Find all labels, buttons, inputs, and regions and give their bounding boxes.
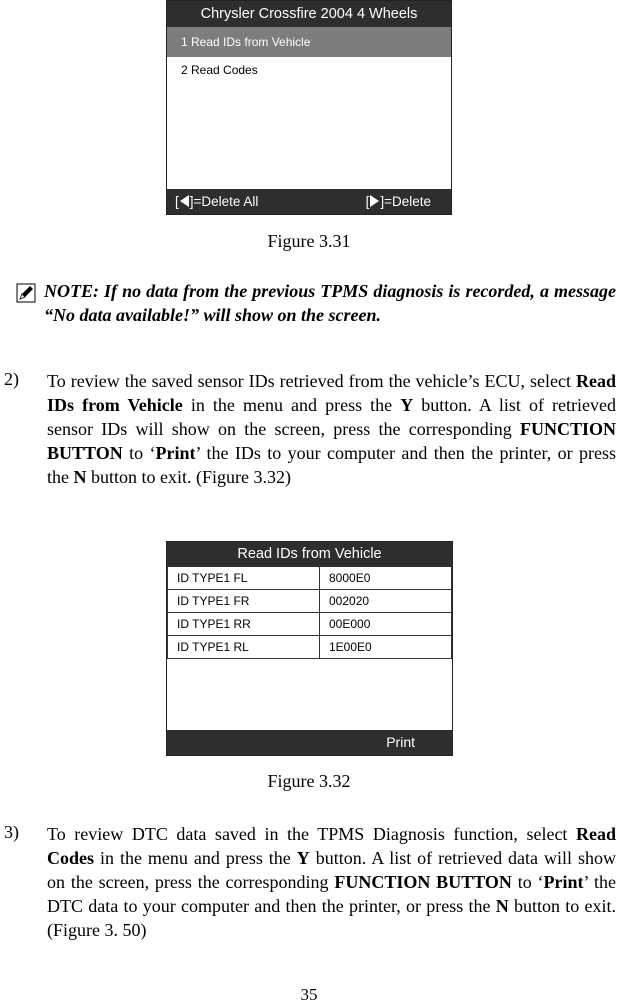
table-row xyxy=(168,590,452,613)
page-number: 35 xyxy=(300,985,318,1004)
id-label: ID TYPE1 RL xyxy=(168,636,320,659)
menu-item-read-ids[interactable]: 1 Read IDs from Vehicle xyxy=(167,27,451,57)
delete-hint[interactable]: [ ]=Delete xyxy=(365,194,431,209)
figure-3-31-screen xyxy=(166,0,452,215)
step-3-number: 3) xyxy=(4,822,19,842)
step-3-paragraph: To review DTC data saved in the TPMS Diagnosis function, select Read Codes in the menu and press the Y button. A list of retrieved data will show on the screen, press the corresponding FUNCTION BUTTON to ‘Print’ the DTC data to your computer and then the printer, or press the N button to exit. (Figure 3. 50) xyxy=(47,824,617,940)
id-label: ID TYPE1 FL xyxy=(168,567,320,590)
arrow-right-icon xyxy=(370,195,379,207)
delete-all-hint[interactable]: [ ]=Delete All xyxy=(175,194,259,209)
figure-caption-3-32: Figure 3.32 xyxy=(267,771,351,791)
note-pencil-icon xyxy=(16,283,36,303)
step-2-paragraph: To review the saved sensor IDs retrieved from the vehicle’s ECU, select Read IDs from Vehicle in the menu and press the Y button. A list of retrieved sensor IDs will show on the screen, press the corresponding FUNCTION BUTTON to ‘Print’ the IDs to your computer and then the printer, or press the N button to exit. (Figure 3.32) xyxy=(47,371,616,487)
step-2-number: 2) xyxy=(4,369,19,389)
id-label: ID TYPE1 RR xyxy=(168,613,320,636)
print-button[interactable]: Print xyxy=(386,734,415,750)
id-value: 002020 xyxy=(320,590,452,613)
id-value: 00E000 xyxy=(320,613,452,636)
table-row xyxy=(168,613,452,636)
screen-footer xyxy=(167,189,451,214)
screen-title: Chrysler Crossfire 2004 4 Wheels xyxy=(167,1,451,27)
figure-3-32-screen xyxy=(166,541,453,756)
screen-title: Read IDs from Vehicle xyxy=(167,542,452,566)
arrow-left-icon xyxy=(180,195,189,207)
note-text: NOTE: If no data from the previous TPMS diagnosis is recorded, a message “No data available!” will show on the screen. xyxy=(44,281,616,325)
sensor-id-table xyxy=(167,566,452,659)
menu-item-read-codes[interactable]: 2 Read Codes xyxy=(181,63,258,77)
screen-footer xyxy=(167,730,452,755)
id-value: 8000E0 xyxy=(320,567,452,590)
id-label: ID TYPE1 FR xyxy=(168,590,320,613)
table-row xyxy=(168,636,452,659)
table-row xyxy=(168,567,452,590)
figure-caption-3-31: Figure 3.31 xyxy=(267,231,351,251)
id-value: 1E00E0 xyxy=(320,636,452,659)
